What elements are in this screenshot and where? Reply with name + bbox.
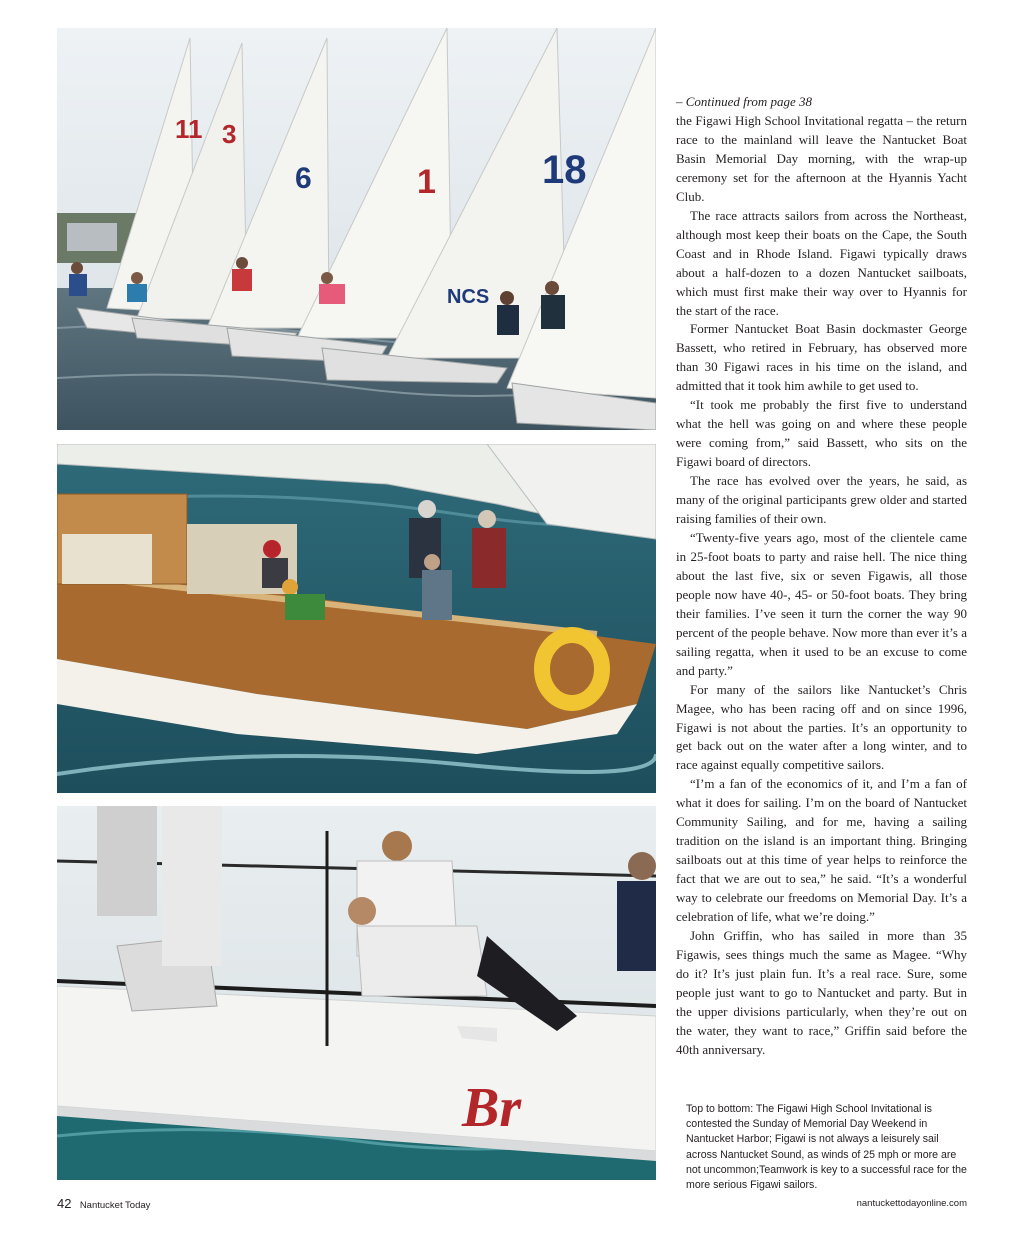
photo-crew-teamwork — [57, 806, 656, 1180]
sail-number-3: 3 — [222, 119, 237, 149]
article-paragraph: The race has evolved over the years, he said, as many of the original participants grew older and started raising families of their own. — [676, 473, 967, 527]
sail-number-18: 18 — [542, 148, 587, 192]
photo-fleet-of-sailboats — [57, 28, 656, 430]
article-paragraph: the Figawi High School Invitational regatta – the return race to the mainland will leave the Nantucket Boat Basin Memorial Day morning, with the wrap-up ceremony set for the afternoon at the Hyannis Yacht Club. — [676, 113, 967, 204]
article-paragraph: “It took me probably the first five to understand what the hell was going on and where these people were coming from,” said Bassett, who sits on the Figawi board of directors. — [676, 397, 967, 470]
page-number: 42 — [57, 1196, 72, 1211]
article-paragraph: “I’m a fan of the economics of it, and I’m a fan of what it does for sailing. I’m on the board of Nantucket Community Sailing, and for me, having a sailing tradition on the island is an important thing. Bringing sailboats out at this time of year helps to reinforce the fact that we are out to sea,” he said. “It’s a wonderful way to celebrate our freedoms on Memorial Day. It’s a celebration of life, what we’re doing.” — [676, 776, 967, 925]
sail-number-11: 11 — [175, 114, 203, 144]
sail-number-6: 6 — [295, 162, 312, 195]
article-column — [676, 92, 967, 1060]
website-url: nantuckettodayonline.com — [856, 1198, 967, 1209]
article-body — [676, 112, 967, 1060]
article-paragraph: “Twenty-five years ago, most of the clientele came in 25-foot boats to party and raise hell. The nice thing about the last five, six or seven Figawis, all those people now have 40-, 45- or 50-foot boats. They bring their families. I’ve seen it turn the corner the way 90 percent of the people behave. Now more than ever it’s a sailing regatta, when it used to be an excuse to come and party.” — [676, 529, 967, 678]
sail-lettering-ncs: NCS — [447, 286, 490, 308]
article-paragraph: Former Nantucket Boat Basin dockmaster George Bassett, who retired in February, has observed more than 30 Figawi races in his time on the island, and admitted that it took him awhile to get used to. — [676, 321, 967, 394]
photo-wooden-yacht-racing — [57, 444, 656, 793]
sail-number-1: 1 — [417, 163, 436, 201]
article-paragraph: For many of the sailors like Nantucket’s Chris Magee, who has been racing off and on since 1996, Figawi is not about the parties. It’s an opportunity to get back out on the water after a long winter, and to race against equally competitive sailors. — [676, 681, 967, 773]
magazine-name: Nantucket Today — [79, 1200, 151, 1211]
continued-from-label: – Continued from page 38 — [676, 94, 813, 109]
article-paragraph: The race attracts sailors from across the Northeast, although most keep their boats on the Cape, the South Coast and in Rhode Island. Figawi typically draws about a half-dozen to a dozen Nantucket sailboats, which must first make their way over to Hyannis for the start of the race. — [676, 207, 967, 318]
article-paragraph: John Griffin, who has sailed in more than 35 Figawis, sees things much the same as Magee. “Why do it? It’s just plain fun. It’s a real race. Sure, some people just want to go to Nantucket and party. But in the upper divisions particularly, when they’re out on the water, they want to race,” Griffin said before the 40th anniversary. — [676, 927, 967, 1057]
photo-caption: Top to bottom: The Figawi High School Invitational is contested the Sunday of Memorial Day Weekend in Nantucket Harbor; Figawi is not always a leisurely sail across Nantucket Sound, as winds of 25 mph or more are not uncommon;Teamwork is key to a successful race for the more serious Figawi sailors. — [686, 1103, 967, 1192]
folio-left — [57, 1196, 150, 1211]
hull-lettering: Br — [462, 1077, 522, 1139]
